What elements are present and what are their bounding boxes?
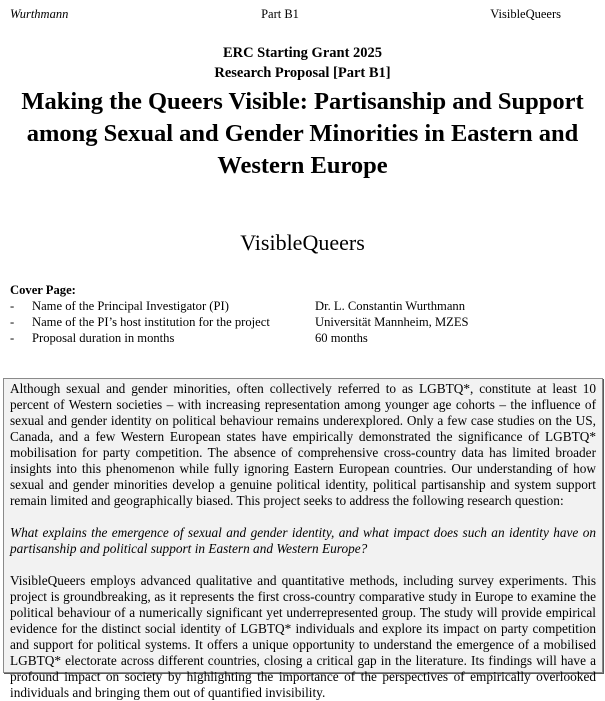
title-line: among Sexual and Gender Minorities in Eastern and [26,120,579,147]
research-question: What explains the emergence of sexual and gender identity, and what impact does such an identity have on partisanship and political support in Eastern and Western Europe? [10,525,596,556]
proposal-title [0,86,605,182]
project-acronym: VisibleQueers [240,230,365,255]
cover-item-value: Dr. L. Constantin Wurthmann [315,299,466,313]
cover-item-label: Name of the Principal Investigator (PI) [32,299,229,313]
title-line: Western Europe [217,152,388,179]
abstract-paragraph: VisibleQueers employs advanced qualitative and quantitative methods, including survey experiments. This project is groundbreaking, as it represents the first cross-country comparative study in Europe to examine the political behaviour of a numerically significant yet underrepresented group. The study will provide empirical evidence for the distinct social identity of LGBTQ* individuals and explore its impact on party competition and support for political systems. It offers a unique opportunity to understand the emergence of a mobilised LGBTQ* electorate across different countries, closing a critical gap in the literature. Its findings will have a profound impact on society by highlighting the importance of the perspectives of empirically overlooked individuals and bringing them out of quantified invisibility. [10,573,596,700]
title-line: Making the Queers Visible: Partisanship and Support [21,88,584,115]
abstract-paragraph: Although sexual and gender minorities, often collectively referred to as LGBTQ*, constitute at least 10 percent of Western societies – with increasing representation among younger age cohorts – the influence of sexual and gender identity on political behaviour remains underexplored. Only a few case studies on the US, Canada, and a few Western European states have empirically demonstrated the significance of LGBTQ* mobilisation for party competition. The absence of comprehensive cross-country data has limited broader insights into this phenomenon while fully ignoring Eastern European countries. Our understanding of how sexual and gender minorities develop a genuine political identity, political partisanship and system support remain limited and geographically biased. This project seeks to address the following research question: [10,381,596,508]
cover-item [10,298,600,314]
running-header-author: Wurthmann [10,7,69,21]
list-bullet: - [10,331,15,345]
cover-page-section [10,282,600,346]
running-header-part: Part B1 [261,7,299,21]
cover-item-label: Name of the PI’s host institution for the project [32,315,270,329]
list-bullet: - [10,315,15,329]
cover-item-value: 60 months [315,331,368,345]
running-header-acronym: VisibleQueers [490,7,561,21]
cover-item [10,330,600,346]
cover-item-label: Proposal duration in months [32,331,175,345]
cover-page-heading: Cover Page: [10,283,76,297]
grant-name: ERC Starting Grant 2025 [222,45,383,61]
list-bullet: - [10,299,15,313]
cover-item-value: Universität Mannheim, MZES [315,315,469,329]
cover-item [10,314,600,330]
proposal-type: Research Proposal [Part B1] [214,65,391,81]
abstract-box [3,378,603,700]
